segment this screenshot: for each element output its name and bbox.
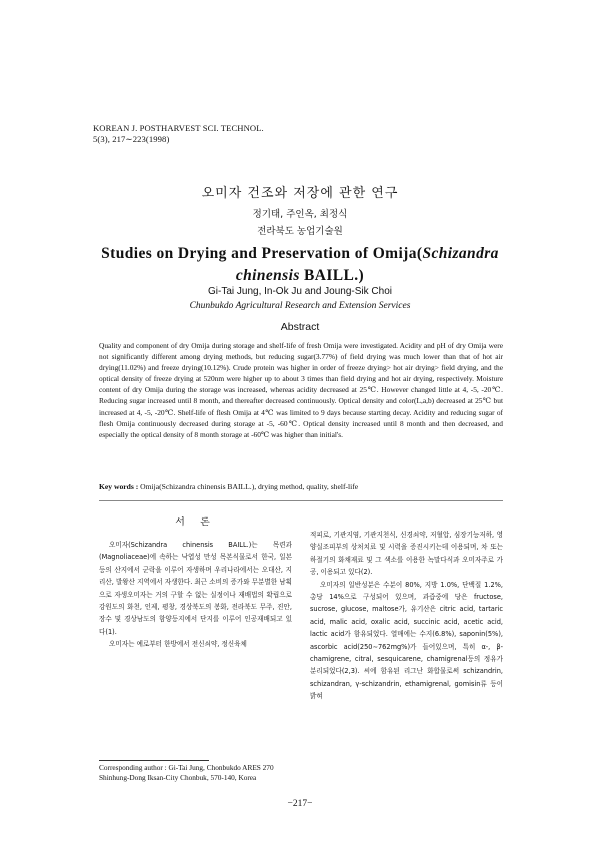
journal-volume: 5(3), 217∼223(1998) (93, 134, 170, 144)
korean-title: 오미자 건조와 저장에 관한 연구 (201, 186, 399, 201)
abstract-heading: Abstract (280, 321, 320, 333)
intro-left-paragraph-1: 오미자(Schizandra chinensis BAILL.)는 목련과(Magnoliaceae)에 속하는 낙엽성 만성 목본식물로서 한국, 일본 등의 산지에서 군락을 이루어 자생하며 우리나라에서는 오대산, 지리산, 발왕산 지역에서 자생한다. 최근 소비의 증가와 무분별한 남획으로 자생오미자는 거의 구할 수 없는 실정이나 재배법의 확립으로 강원도의 화천, 인제, 평창, 경상북도의 봉화, 전라북도 무주, 진안, 장수 및 경상남도의 함양등지에서 단지를 이루어 인공재배되고 있다(1). (99, 541, 292, 636)
left-column (99, 513, 292, 651)
english-authors: Gi-Tai Jung, In-Ok Ju and Joung-Sik Choi (208, 286, 392, 297)
english-title-italic1: Schizandra (422, 245, 499, 262)
keywords (99, 482, 358, 491)
english-title-italic2: chinensis (235, 267, 300, 284)
intro-right-paragraph-1: 적피로, 기관지염, 기관지천식, 신경쇠약, 저혈압, 심장기능저하, 영양실조피부의 상처치료 및 시력을 증진시키는데 이용되며, 차 또는 하절기의 화채재료 및 그 색소를 이용한 녹말다식과 오미자주로 가공, 이용되고 있다(2). (310, 531, 503, 577)
page-number: −217− (287, 799, 313, 809)
keywords-label: Key words : (99, 482, 139, 491)
right-column (310, 529, 503, 703)
section-divider (99, 500, 503, 501)
intro-left-paragraph-2: 오미자는 예로부터 한방에서 전신쇠약, 정신육체 (109, 640, 247, 649)
corresponding-author-footnote: Corresponding author : Gi-Tai Jung, Chonbukdo ARES 270 Shinhung-Dong Iksan-City Chonbuk, 570-140, Korea (99, 763, 274, 783)
intro-right-paragraph-2: 오미자의 일반성분은 수분이 80%, 지방 1.0%, 단백질 1.2%, 총당 14%으로 구성되어 있으며, 과즙중에 당은 fructose, sucrose, glucose, maltose가, 유기산은 citric acid, tartaric acid, malic acid, oxalic acid, succinic acid, acetic acid, lactic acid가 함유되었다. 열매에는 수지(6.8%), saponin(5%), ascorbic acid(250∼762mg%)가 들어있으며, 특히 α-, β-chamigrene, citral, sesquicarene, chamigrenal등의 정유가 분리되었다(2,3). 씨에 함유된 리그난 화합물로써 schizandrin, schizandran, γ-schizandrin, ethamigrenal, gomisin류 등이 밝혀 (310, 580, 503, 701)
korean-authors: 정기태, 주인옥, 최정식 (252, 209, 348, 220)
keywords-text: Omija(Schizandra chinensis BAILL.), drying method, quality, shelf-life (138, 482, 359, 491)
journal-header (93, 123, 264, 145)
journal-name: KOREAN J. POSTHARVEST SCI. TECHNOL. (93, 123, 264, 133)
abstract-text: Quality and component of dry Omija during storage and shelf-life of fresh Omija were investigated. Acidity and pH of dry Omija were not significantly different among drying methods, but reducing sugar(3.77%) of field drying was much lower than that of hot air drying(11.02%) and freeze drying(10.12%). Crude protein was higher in order of freeze drying> hot air drying> field drying, and the optical density of freeze drying at 520nm were higher up to about 3 times than field drying and hot air drying, respectively. Moisture content of dry Omija during the storage was increased, whereas acidity decreased at 25℃. However changed little at 4, -5, -20℃. Reducing sugar increased until 8 month, and thereafter decreased continuously. Optical density and color(L,a,b) decreased at 25℃ but increased at 4, -5, -20℃. Shelf-life of flesh Omija at 4℃ was limited to 9 days because starting decay. Acidity and reducing sugar of flesh Omija continuously decreased during storage at -5, -60℃. Optical density increased until 8 month and then decreased, and especially the optical density of 8 month storage at -60℃ was higher than initial's. (99, 341, 503, 439)
footnote-rule (99, 760, 209, 761)
intro-heading: 서 론 (175, 517, 216, 528)
english-title-part1: Studies on Drying and Preservation of Omija( (101, 245, 423, 262)
english-affiliation: Chunbukdo Agricultural Research and Extension Services (189, 301, 411, 311)
korean-affiliation: 전라북도 농업기술원 (257, 226, 343, 237)
english-title (90, 243, 510, 287)
english-title-part2: BAILL.) (299, 267, 365, 284)
